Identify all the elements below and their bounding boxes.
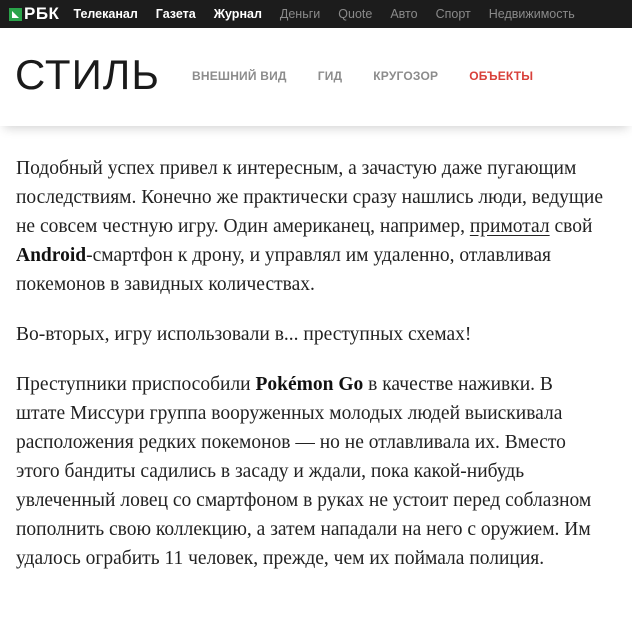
top-nav-realty[interactable]: Недвижимость	[488, 7, 575, 21]
section-nav-guide[interactable]: ГИД	[317, 69, 343, 83]
section-nav-outlook[interactable]: КРУГОЗОР	[373, 69, 439, 83]
paragraph-text: в качестве наживки. В штате Миссури группа вооруженных молодых людей выискивала расположения редких покемонов — но не отлавливала их. Вместо этого бандиты садились в засаду и ждали, пока какой-нибудь увлеченный ловец со смартфоном в руках не устоит перед соблазном пополнить свою коллекцию, а затем нападали на него с оружием. Им удалось ограбить 11 человек, прежде, чем их поймала полиция.	[16, 374, 592, 569]
section-nav-appearance[interactable]: ВНЕШНИЙ ВИД	[192, 69, 287, 83]
bold-term: Pokémon Go	[255, 374, 364, 395]
section-nav	[192, 69, 564, 83]
paragraph-text: свой	[549, 216, 593, 237]
paragraph-text: Преступники приспособили	[16, 374, 256, 395]
article-paragraph	[16, 370, 606, 573]
top-nav-money[interactable]: Деньги	[279, 7, 321, 21]
top-nav-sport[interactable]: Спорт	[435, 7, 471, 21]
paragraph-text: Подобный успех привел к интересным, а зачастую даже пугающим последствиям. Конечно же практически сразу нашлись люди, ведущие не совсем честную игру. Один американец, например,	[16, 158, 604, 237]
article-paragraph	[16, 154, 606, 299]
top-nav-quote[interactable]: Quote	[338, 7, 373, 21]
top-nav-newspaper[interactable]: Газета	[155, 7, 196, 21]
rbc-top-nav	[73, 7, 592, 21]
rbc-logo[interactable]	[9, 4, 59, 24]
rbc-logo-text: РБК	[24, 4, 60, 23]
top-nav-magazine[interactable]: Журнал	[213, 7, 262, 21]
section-nav-objects[interactable]: ОБЪЕКТЫ	[469, 69, 534, 83]
rbc-logo-icon	[9, 8, 22, 21]
article-link[interactable]: примотал	[469, 216, 550, 237]
section-header	[0, 28, 632, 126]
rbc-topbar	[0, 0, 632, 28]
article-paragraph: Во-вторых, игру использовали в... преступных схемах!	[16, 324, 472, 345]
article-body	[16, 126, 606, 594]
top-nav-auto[interactable]: Авто	[390, 7, 418, 21]
paragraph-text: -смартфон к дрону, и управлял им удаленно, отлавливая покемонов в завидных количествах.	[16, 245, 552, 295]
top-nav-tv[interactable]: Телеканал	[73, 7, 138, 21]
section-brand-logo[interactable]: СТИЛЬ	[15, 51, 160, 98]
bold-term: Android	[16, 245, 87, 266]
